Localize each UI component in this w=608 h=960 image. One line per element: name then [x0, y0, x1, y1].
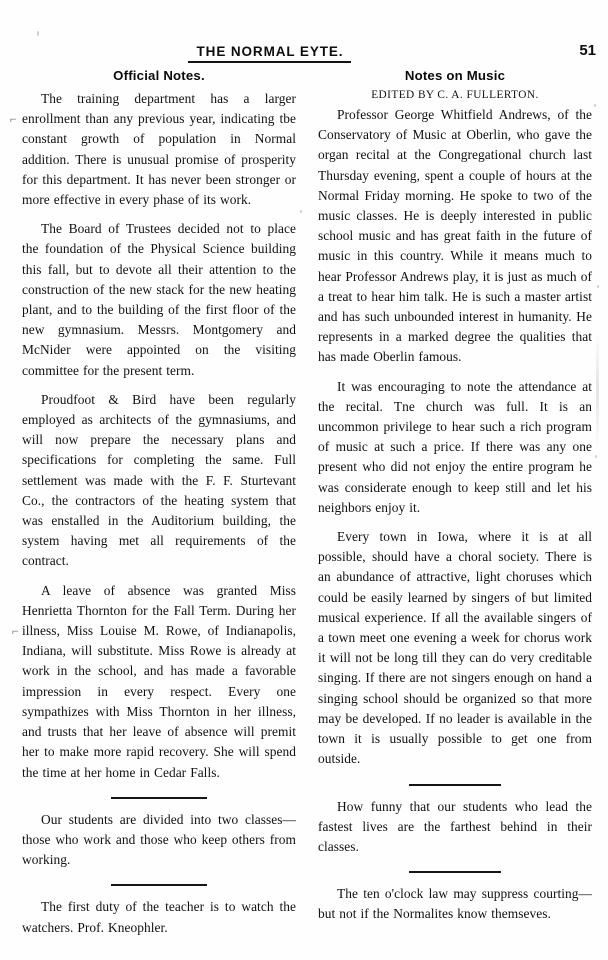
- paragraph: The training department has a larger enrollment than any previous year, indicating tbe constant growth of population in Normal addition. There is unusual promise of prosperity for this department. It has never been stronger or more effective in every phase of its work.: [22, 91, 296, 208]
- editor-byline: EDITED BY C. A. FULLERTON.: [371, 89, 539, 101]
- column-notes-on-music: [318, 68, 592, 934]
- paragraph: It was encouraging to note the attendance at the recital. Tne church was full. It is an uncommon privilege to hear such a rich program of music at such a price. If there was any one present who did not enjoy the entire program he was considerate enough to keep still and let his neighbors enjoy it.: [318, 378, 592, 515]
- paragraph: The ten o'clock law may suppress courting—but not if the Normalites know themseves.: [318, 886, 592, 922]
- margin-pencil-mark-icon: ⌐: [12, 624, 19, 638]
- paragraph: Proudfoot & Bird have been regularly employed as architects of the gymnasiums, and will now prepare the necessary plans and specifications for completing the same. Full settlement was made with the F. F. Sturtevant Co., the contractors of the heating system that was enstalled in the Auditorium building, the system having met all requirements of the contract.: [22, 391, 296, 569]
- scan-speck: [300, 210, 302, 213]
- paragraph: A leave of absence was granted Miss Henrietta Thornton for the Fall Term. During her illness, Miss Louise M. Rowe, of Indianapolis, Indiana, will substitute. Miss Rowe is already at work in the school, and has made a favorable impression in every respect. Every one sympathizes with Miss Thornton in her illness, and trusts that her leave of absence will premit her to make more rapid recovery. She will spend the time at her home in Cedar Falls.: [22, 582, 296, 780]
- journal-title-underline: [188, 61, 351, 63]
- column-heading-notes-on-music: Notes on Music: [404, 68, 506, 83]
- section-divider: [318, 866, 592, 878]
- column-heading-official-notes: Official Notes.: [113, 68, 205, 83]
- running-head: [0, 44, 608, 66]
- scan-speck: [37, 31, 39, 36]
- section-divider: [318, 779, 592, 791]
- scan-speck: [597, 285, 599, 288]
- paragraph: Our students are divided into two classes—those who work and those who keep others from working.: [22, 811, 296, 868]
- margin-pencil-mark-icon: ⌐: [10, 112, 17, 126]
- scan-speck: [595, 455, 597, 458]
- paragraph: Professor George Whitfield Andrews, of the Conservatory of Music at Oberlin, who gave the organ recital at the Congregational church last Thursday evening, spent a couple of hours at the Normal Friday morning. He spoke to two of the music classes. He is deeply interested in public school music and has great faith in the future of music in this country. While it means much to hear Professor Andrews play, it is just as much of a treat to hear him talk. He is such a master artist and has such unbounded interest in humanity. He represents in a marked degree the qualities that has made Oberlin famous.: [318, 107, 592, 365]
- scan-speck: [594, 104, 596, 107]
- section-divider: [22, 792, 296, 804]
- page-number: 51: [579, 42, 596, 59]
- journal-title: THE NORMAL EYTE.: [196, 44, 344, 59]
- column-official-notes: [22, 68, 296, 947]
- paragraph: How funny that our students who lead the fastest lives are the farthest behind in their classes.: [318, 798, 592, 854]
- section-divider: [22, 879, 296, 891]
- paragraph: The first duty of the teacher is to watch the watchers. Prof. Kneophler.: [22, 899, 296, 935]
- paragraph: Every town in Iowa, where it is at all possible, should have a choral society. There is an abundance of attractive, light choruses which could be easily learned by singers of but limited musical experience. If all the available singers of a town meet one evening a week for chorus work it will not be long till they can do very creditable singing. If there are not singers enough on hand a singing school should be organized so that more may be developed. If no leader is available in the town it is usually possible to get one from outside.: [318, 529, 592, 767]
- paragraph: The Board of Trustees decided not to place the foundation of the Physical Science building this fall, but to devote all their attention to the construction of the new stack for the new heating plant, and to the building of the first floor of the new gymnasium. Messrs. Montgomery and McNider were appointed on the visiting committee for the present term.: [22, 221, 296, 378]
- scan-edge-shadow: [596, 330, 599, 450]
